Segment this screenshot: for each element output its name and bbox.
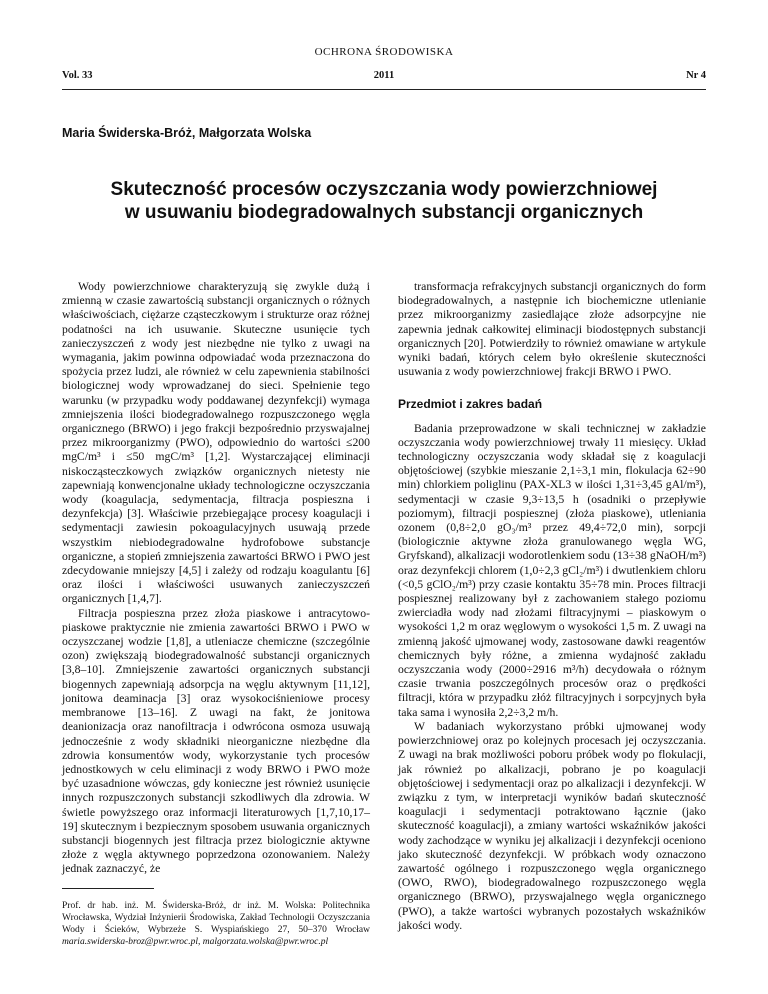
methods-paragraph: Badania przeprowadzone w skali technicznej w zakładzie oczyszczania wody powierzchniowej trwały 11 miesięcy. Układ technologiczny oczyszczania wody składał się z koagulacji objętościowej (szybkie mieszanie 2,1÷3,1 min, flokulacja 62÷90 min) chlorkiem poliglinu (PAX-XL3 w ilości 1,31÷3,45 gAl/m³), sedymentacji w czasie 9,3÷13,5 h (osadniki o przepływie poziomym), filtracji pospiesznej (złoża piaskowe), utleniania ozonem (0,8÷2,0 gO₃/m³ przez 49,4÷72,0 min), sorpcji (biologicznie aktywne złoża granulowanego węgla WG, Gryfskand), alkalizacji wodorotlenkiem sodu (13÷38 gNaOH/m³) oraz dezynfekcji chlorem (1,0÷2,3 gCl₂/m³) i dwutlenkiem chloru (<0,5 gClO₂/m³) przy czasie kontaktu 35÷78 min. Proces filtracji pospiesznej realizowany był z zachowaniem stałego poziomu zwierciadła wody nad złożami filtracyjnymi – piaskowym o wysokości 1,2 m oraz węglowym o wysokości 1,5 m. Z uwagi na zmienną jakość ujmowanej wody, zastosowane dawki reagentów chemicznych były różne, a zmienna wydajność zakładu oczyszczania wody (2000÷2916 m³/h) decydowała o różnym czasie trwania poszczególnych procesów oraz o prędkości filtracji, która w przypadku złóż filtracyjnych i sorpcyjnych była taka sama i wynosiła 2,2÷3,2 m/h.	[398, 421, 706, 719]
intro-paragraph-2: Filtracja pospieszna przez złoża piaskowe i antracytowo-piaskowe praktycznie nie zmienia zawartości BRWO i PWO w oczyszczanej wodzie [1,8], a utleniacze chemiczne (szczególnie ozon) zwiększają biodegradowalność substancji organicznych [3,8–10]. Zmniejszenie zawartości organicznych substancji biogennych zapewniają adsorpcja na węglu aktywnym [11,12], jonitowa deaminacja [3] oraz wysokociśnieniowe procesy membranowe [13–16]. Z uwagi na fakt, że jonitowa deanionizacja oraz nanofiltracja i odwrócona osmoza usuwają jednocześnie z wody składniki nieorganiczne niezbędne dla zdrowia konsumentów wody, wykorzystanie tych procesów jednostkowych w celu eliminacji z wody BRWO i PWO może być uzasadnione wówczas, gdy konieczne jest również usunięcie innych rozpuszczonych substancji szkodliwych dla zdrowia. W świetle powyższego oraz informacji literaturowych [1,7,10,17–19] skutecznym i bezpiecznym sposobem usuwania organicznych substancji biogennych jest filtracja przez biologicznie aktywne złoże z węgla aktywnego poprzedzona ozonowaniem. Należy jednak zaznaczyć, że	[62, 606, 370, 876]
section-heading: Przedmiot i zakres badań	[398, 397, 543, 412]
right-column	[398, 280, 706, 933]
issue-label: Nr 4	[686, 70, 706, 81]
methods-paragraph-2: W badaniach wykorzystano próbki ujmowanej wody powierzchniowej oraz po kolejnych procesach jej oczyszczania. Z uwagi na brak możliwości poboru próbek wody po flokulacji, jak również po alkalizacji, pobrano je po koagulacji objętościowej i sedymentacji oraz po alkalizacji i dezynfekcji. W związku z tym, w interpretacji wyników badań skuteczność koagulacji i sedymentacji potraktowano łącznie (jako skuteczność koagulacji), a zmiany wartości wskaźników jakości wody zachodzące w wyniku jej alkalizacji i dezynfekcji oceniono jako skuteczność dezynfekcji. W próbkach wody oznaczono zawartość ogólnego i rozpuszczonego węgla organicznego (OWO, RWO), biodegradowalnego rozpuszczonego węgla organicznego (BRWO), przyswajalnego węgla organicznego (PWO), a także wartości wybranych pozostałych wskaźników jakości wody.	[398, 719, 706, 932]
title-line-2: w usuwaniu biodegradowalnych substancji organicznych	[124, 202, 644, 223]
title-line-1: Skuteczność procesów oczyszczania wody powierzchniowej	[110, 179, 658, 200]
footnote-emails: maria.swiderska-broz@pwr.wroc.pl, malgorzata.wolska@pwr.wroc.pl	[62, 937, 329, 947]
intro-paragraph: Wody powierzchniowe charakteryzują się zwykle dużą i zmienną w czasie zawartością substancji organicznych o różnych właściwościach, ciężarze cząsteczkowym i strukturze oraz różnej podatności na ich usuwanie. Skuteczne usunięcie tych zanieczyszczeń z wody jest niezbędne nie tylko z uwagi na wymagania, jakim powinna odpowiadać woda przeznaczona do spożycia przez ludzi, ale również w celu zapewnienia stabilności biologicznej wody wprowadzanej do sieci. Spełnienie tego warunku (w przypadku wody poddawanej dezynfekcji) wymaga zmniejszenia ilości biodegradowalnego rozpuszczonego węgla organicznego (BRWO) i jego frakcji bezpośrednio przyswajalnej przez mikroorganizmy (PWO), odpowiednio do wartości ≤200 mgC/m³ i ≤50 mgC/m³ [1,2]. Wystarczającej eliminacji niskocząsteczkowych związków organicznych nietesty nie zapewniają konwencjonalne układy technologiczne oczyszczania wody (koagulacja, sedymentacja, filtracja pospieszna i dezynfekcja) [3]. Właściwie przebiegające procesy koagulacji i sedymentacji zawiesin pokoagulacyjnych usuwają przede wszystkim niebiodegradowalne hydrofobowe substancje organiczne, a stopień zmniejszenia zawartości BRWO i PWO jest zdecydowanie mniejszy [4,5] i zależy od rodzaju koagulantu [6] oraz ilości i właściwości usuwanych zanieczyszczeń organicznych [1,4,7].	[62, 280, 370, 606]
footnote-rule	[62, 888, 154, 889]
year-label: 2011	[373, 70, 395, 81]
article-title	[62, 178, 706, 224]
author-affiliation-footnote	[62, 900, 370, 948]
volume-label: Vol. 33	[62, 70, 93, 81]
footnote-text: Prof. dr hab. inż. M. Świderska-Bróż, dr inż. M. Wolska: Politechnika Wrocławska, Wydział Inżynierii Środowiska, Zakład Technologii Oczyszczania Wody i Ścieków, Wybrzeże S. Wyspiańskiego 27, 50–370 Wrocław	[62, 901, 370, 935]
authors: Maria Świderska-Bróż, Małgorzata Wolska	[62, 126, 312, 140]
header-rule	[62, 89, 706, 90]
intro-paragraph-continued: transformacja refrakcyjnych substancji organicznych do form biodegradowalnych, a następnie ich biochemiczne utlenianie przez mikroorganizmy zasiedlające złoże adsorpcyjne nie zapewnia jednak całkowitej eliminacji biodostępnych substancji organicznych [20]. Potwierdziły to również omawiane w artykule wyniki badań, których celem było określenie skuteczności usuwania z wody powierzchniowej frakcji BRWO i PWO.	[398, 280, 706, 379]
journal-name: OCHRONA ŚRODOWISKA	[314, 46, 454, 58]
left-column	[62, 280, 370, 877]
